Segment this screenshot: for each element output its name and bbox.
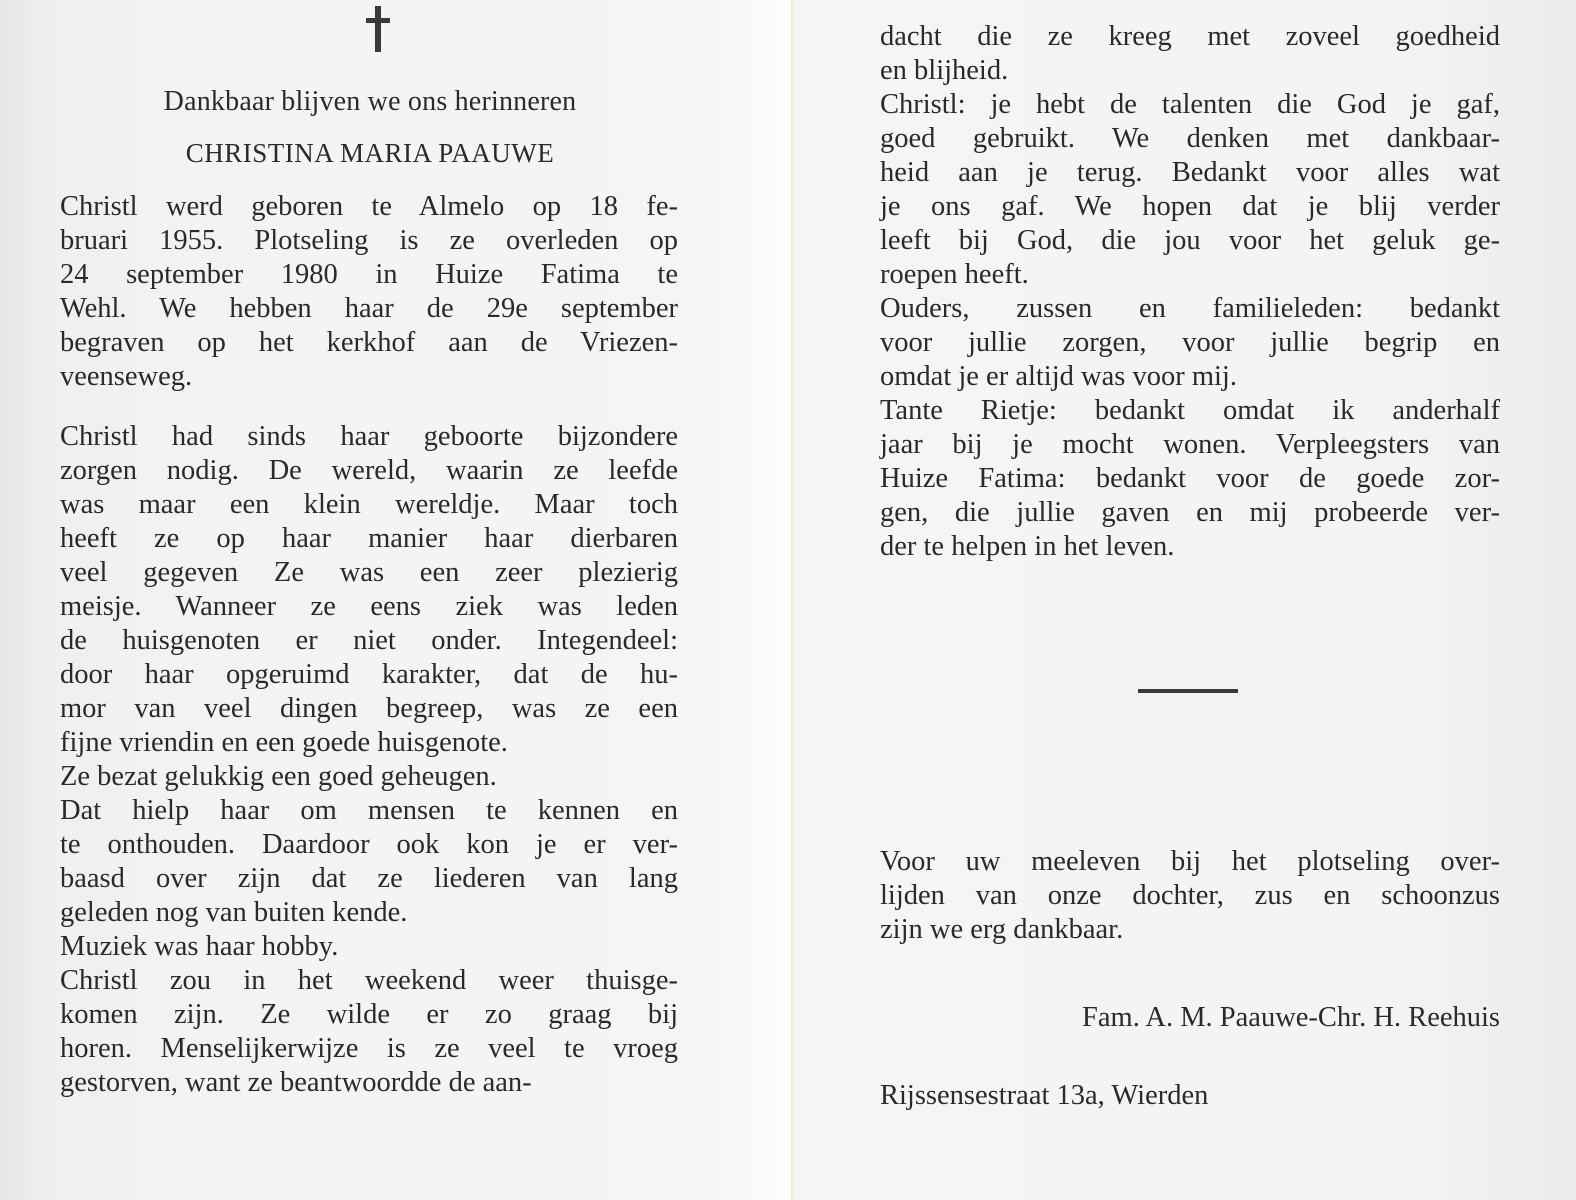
text-line: meisje. Wanneer ze eens ziek was leden [60,591,678,622]
text-line: zijn we erg dankbaar. [880,914,1124,945]
text-line: Dat hielp haar om mensen te kennen en [60,795,678,826]
text-line: gestorven, want ze beantwoordde de aan- [60,1067,532,1098]
cross-horizontal-bar [366,18,390,23]
text-line: Christl zou in het weekend weer thuisge- [60,965,678,996]
text-line: baasd over zijn dat ze liederen van lang [60,863,678,894]
paragraph-thanks [880,845,1500,947]
text-line: de huisgenoten er niet onder. Integendeel: [60,625,678,656]
text-line: jaar bij je mocht wonen. Verpleegsters van [880,429,1500,460]
text-line: zorgen nodig. De wereld, waarin ze leefde [60,455,678,486]
text-line: Tante Rietje: bedankt omdat ik anderhalf [880,395,1500,426]
family-address: Rijssensestraat 13a, Wierden [880,1080,1209,1111]
text-line: te onthouden. Daardoor ook kon je er ver- [60,829,678,860]
text-line: je ons gaf. We hopen dat je blij verder [880,191,1500,222]
text-line: begraven op het kerkhof aan de Vriezen- [60,327,678,358]
family-signature: Fam. A. M. Paauwe-Chr. H. Reehuis [1082,1002,1500,1033]
cross-icon [366,6,390,52]
paragraph-life-story [60,420,678,1100]
text-line: bruari 1955. Plotseling is ze overleden op [60,225,678,256]
text-line: Huize Fatima: bedankt voor de goede zor- [880,463,1500,494]
text-line: geleden nog van buiten kende. [60,897,408,928]
text-line: Christl werd geboren te Almelo op 18 fe- [60,191,678,222]
page-gutter [775,0,792,1200]
text-line: heid aan je terug. Bedankt voor alles wat [880,157,1500,188]
text-line: was maar een klein wereldje. Maar toch [60,489,678,520]
text-line: gen, die jullie gaven en mij probeerde ver- [880,497,1500,528]
text-line: Christl had sinds haar geboorte bijzondere [60,421,678,452]
text-line: komen zijn. Ze wilde er zo graag bij [60,999,678,1030]
text-line: Muziek was haar hobby. [60,931,339,962]
text-line: horen. Menselijkerwijze is ze veel te vroeg [60,1033,678,1064]
text-line: omdat je er altijd was voor mij. [880,361,1237,392]
text-line: Wehl. We hebben haar de 29e september [60,293,678,324]
text-line: Ze bezat gelukkig een goed geheugen. [60,761,497,792]
text-line: 24 september 1980 in Huize Fatima te [60,259,678,290]
text-line: dacht die ze kreeg met zoveel goedheid [880,21,1500,52]
text-line: voor jullie zorgen, voor jullie begrip en [880,327,1500,358]
text-line: mor van veel dingen begreep, was ze een [60,693,678,724]
text-line: roepen heeft. [880,259,1029,290]
text-line: leeft bij God, die jou voor het geluk ge- [880,225,1500,256]
divider-rule [1138,689,1238,693]
text-line: Ouders, zussen en familieleden: bedankt [880,293,1500,324]
text-line: Voor uw meeleven bij het plotseling over- [880,846,1500,877]
paragraph-gratitude [880,20,1500,564]
deceased-name: CHRISTINA MARIA PAAUWE [185,138,555,168]
text-line: goed gebruikt. We denken met dankbaar- [880,123,1500,154]
text-line: der te helpen in het leven. [880,531,1175,562]
text-line: fijne vriendin en een goede huisgenote. [60,727,508,758]
cross-vertical-bar [375,6,381,52]
paragraph-birth-death [60,190,678,394]
text-line: en blijheid. [880,55,1009,86]
text-line: veel gegeven Ze was een zeer plezierig [60,557,678,588]
memorial-heading: Dankbaar blijven we ons herinneren [163,86,577,117]
text-line: Christl: je hebt de talenten die God je gaf, [880,89,1500,120]
text-line: heeft ze op haar manier haar dierbaren [60,523,678,554]
text-line: lijden van onze dochter, zus en schoonzus [880,880,1500,911]
text-line: door haar opgeruimd karakter, dat de hu- [60,659,678,690]
text-line: veenseweg. [60,361,193,392]
